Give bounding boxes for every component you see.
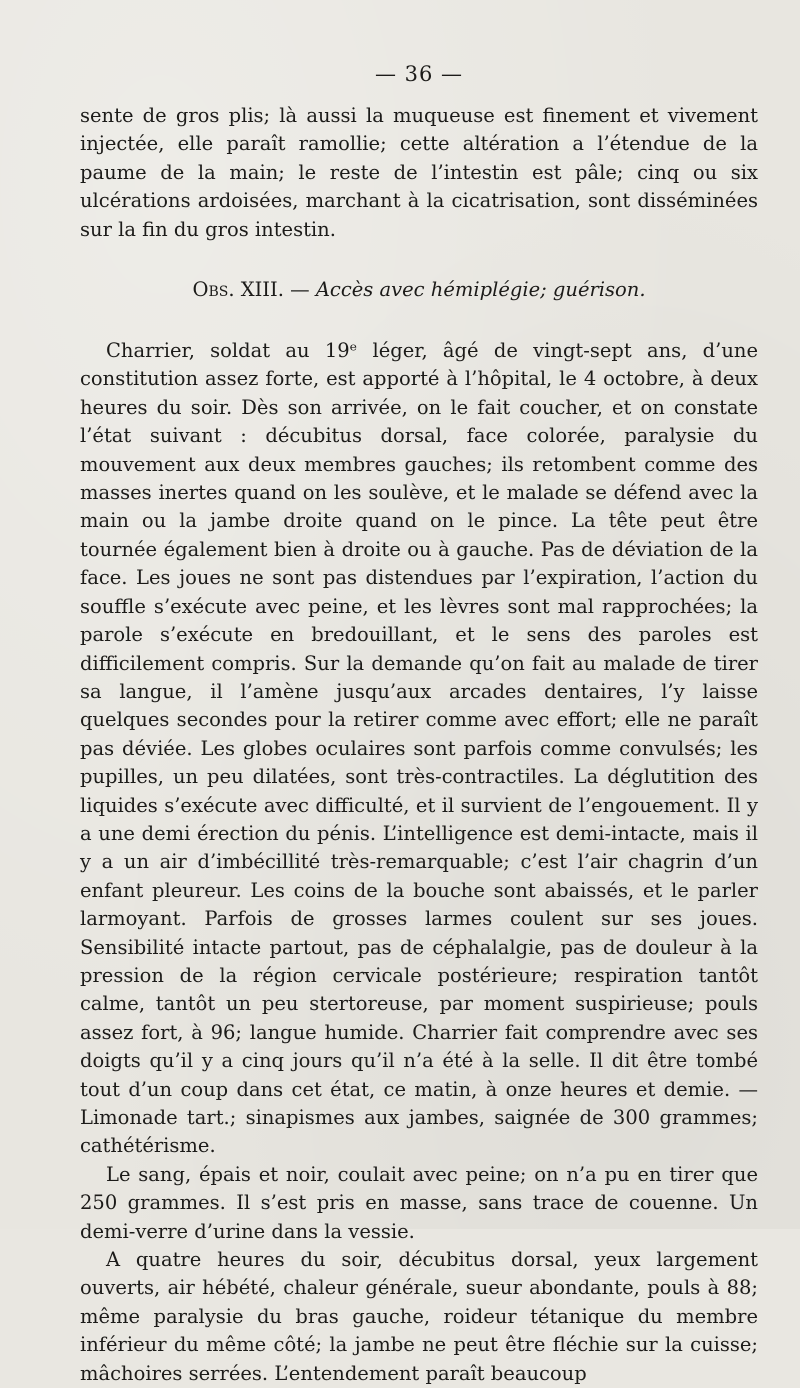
observation-heading bbox=[80, 278, 758, 301]
page-number: — 36 — bbox=[374, 62, 464, 86]
case-paragraph-2: Le sang, épais et noir, coulait avec peine; on n’a pu en tirer que 250 grammes. Il s’est pris en masse, sans trace de couenne. Un demi-verre d’urine dans la vessie. bbox=[80, 1162, 758, 1243]
intro-paragraph: sente de gros plis; là aussi la muqueuse est finement et vivement injectée, elle paraît ramollie; cette altération a l’étendue de la paume de la main; le reste de l’intestin est pâle; cinq ou six ulcérations ardoisées, marchant à la cicatrisation, sont disséminées sur la fin du gros intestin. bbox=[80, 104, 758, 241]
observation-label: Obs. XIII. — bbox=[192, 278, 310, 302]
case-paragraph-1: Charrier, soldat au 19ᵉ léger, âgé de vingt-sept ans, d’une constitution assez forte, est apporté à l’hôpital, le 4 octobre, à deux heures du soir. Dès son arrivée, on le fait coucher, et on constate l’état suivant : décubitus dorsal, face colorée, paralysie du mouvement aux deux membres gauches; ils retombent comme des masses inertes quand on les soulève, et le malade se défend avec la main ou la jambe droite quand on le pince. La tête peut être tournée également bien à droite ou à gauche. Pas de déviation de la face. Les joues ne sont pas distendues par l’expiration, l’action du souffle s’exécute avec peine, et les lèvres sont mal rapprochées; la parole s’exécute en bredouillant, et le sens des paroles est difficilement compris. Sur la demande qu’on fait au malade de tirer sa langue, il l’amène jusqu’aux arcades dentaires, l’y laisse quelques secondes pour la retirer comme avec effort; elle ne paraît pas déviée. Les globes oculaires sont parfois comme convulsés; les pupilles, un peu dilatées, sont très-contractiles. La déglutition des liquides s’exécute avec difficulté, et il survient de l’engouement. Il y a une demi érection du pénis. L’intelligence est demi-intacte, mais il y a un air d’imbécillité très-remarquable; c’est l’air chagrin d’un enfant pleureur. Les coins de la bouche sont abaissés, et le parler larmoyant. Parfois de grosses larmes coulent sur ses joues. Sensibilité intacte partout, pas de céphalalgie, pas de douleur à la pression de la région cervicale postérieure; respiration tantôt calme, tantôt un peu stertoreuse, par moment suspirieuse; pouls assez fort, à 96; langue humide. Charrier fait comprendre avec ses doigts qu’il y a cinq jours qu’il n’a été à la selle. Il dit être tombé tout d’un coup dans cet état, ce matin, à onze heures et demie. — Limonade tart.; sinapismes aux jambes, saignée de 300 grammes; cathétérisme. bbox=[80, 339, 758, 1158]
observation-title: Accès avec hémiplégie; guérison. bbox=[315, 278, 646, 302]
case-paragraph-3: A quatre heures du soir, décubitus dorsal, yeux largement ouverts, air hébété, chaleur générale, sueur abondante, pouls à 88; même paralysie du bras gauche, roideur tétanique du membre inférieur du même côté; la jambe ne peut être fléchie sur la cuisse; mâchoires serrées. L’entendement paraît beaucoup bbox=[80, 1248, 758, 1385]
